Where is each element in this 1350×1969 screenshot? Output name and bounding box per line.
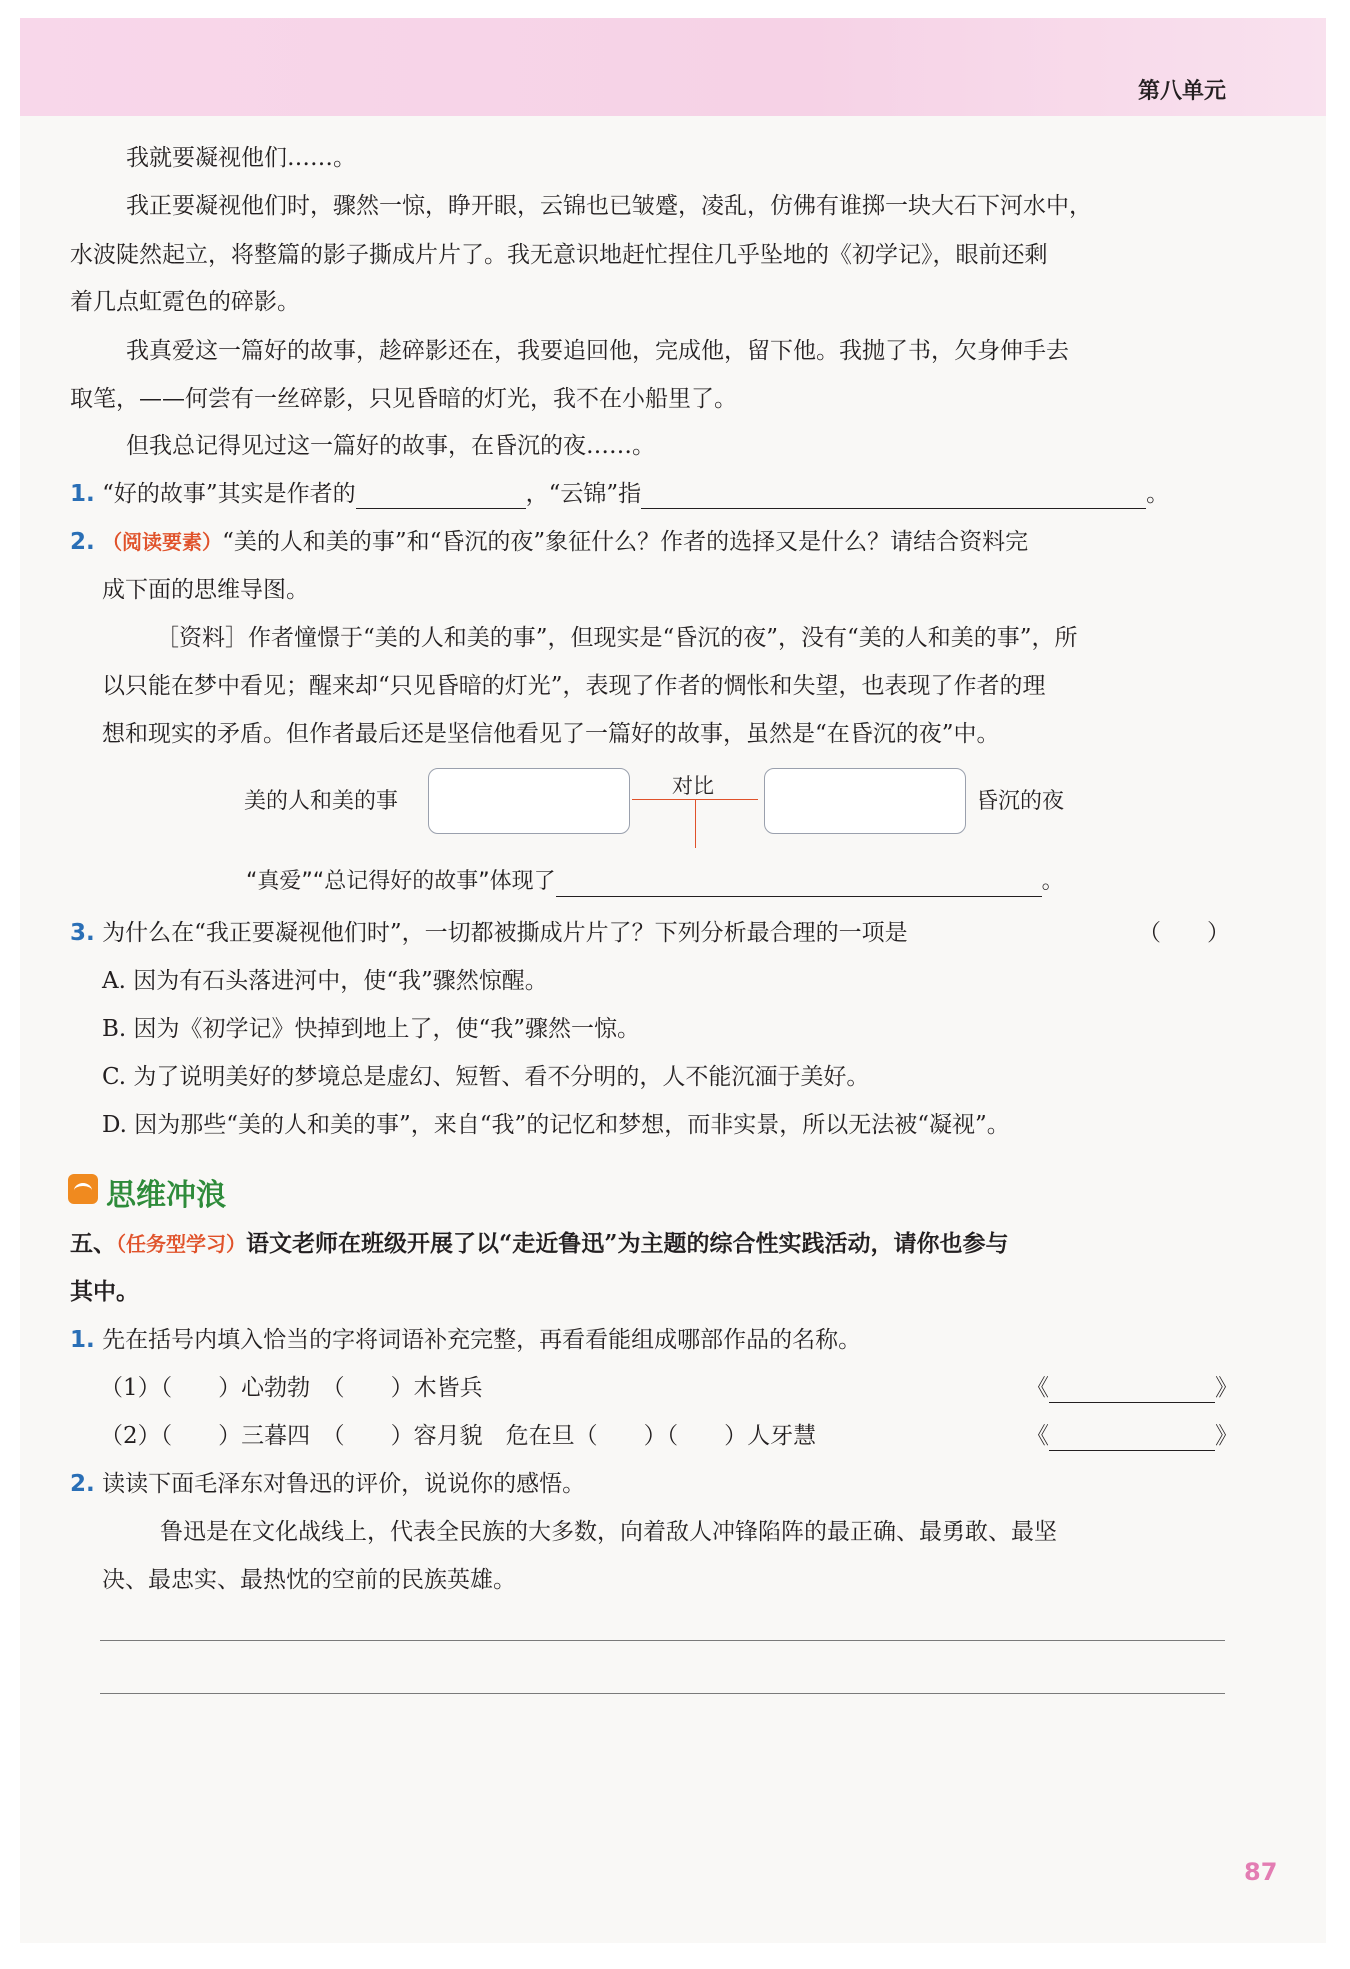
question-3-text: 为什么在“我正要凝视他们时”，一切都被撕成片片了？下列分析最合理的一项是	[102, 920, 908, 946]
material-tag: ［资料］	[156, 625, 248, 651]
down-arrow	[695, 800, 696, 848]
unit-label: 第八单元	[1137, 79, 1226, 104]
book-title-blank-1[interactable]	[1049, 1378, 1215, 1403]
material-line-1	[156, 623, 1078, 653]
question-2-text: “美的人和美的事”和“昏沉的夜”象征什么？作者的选择又是什么？请结合资料完	[222, 529, 1029, 555]
question-3	[70, 918, 908, 948]
question-5-1-text: 先在括号内填入恰当的字将词语补充完整，再看看能组成哪部作品的名称。	[102, 1327, 862, 1353]
book-title-blank-2[interactable]	[1049, 1426, 1215, 1451]
wave-icon	[68, 1174, 98, 1204]
passage-p2-line2: 水波陡然起立，将整篇的影子撕成片片了。我无意识地赶忙捏住几乎坠地的《初学记》，眼前还剩	[70, 242, 1048, 268]
map-box-left[interactable]	[428, 768, 630, 834]
passage-p1: 我就要凝视他们……。	[126, 145, 356, 171]
question-5-2-text: 读读下面毛泽东对鲁迅的评价，说说你的感悟。	[102, 1471, 586, 1497]
passage-p2-line1: 我正要凝视他们时，骤然一惊，睁开眼，云锦也已皱蹙，凌乱，仿佛有谁掷一块大石下河水中，	[126, 193, 1092, 219]
question-1-end: 。	[1146, 481, 1170, 507]
idiom-row-2[interactable]: （2）（ ）三暮四 （ ）容月貌 危在旦（ ）（ ）人牙慧	[100, 1423, 817, 1449]
book-open-1: 《	[1026, 1375, 1049, 1401]
question-2-number: 2.	[70, 529, 95, 555]
passage-p3-line1: 我真爱这一篇好的故事，趁碎影还在，我要追回他，完成他，留下他。我抛了书，欠身伸手去	[126, 338, 1069, 364]
question-5-2	[70, 1469, 585, 1499]
question-2-text-cont: 成下面的思维导图。	[102, 577, 309, 603]
question-1-text-a: “好的故事”其实是作者的	[102, 481, 356, 507]
answer-blank-1b[interactable]	[641, 484, 1146, 509]
book-title-1	[1026, 1373, 1238, 1403]
answer-line-2[interactable]	[100, 1693, 1225, 1694]
passage-p3-line2: 取笔，——何尝有一丝碎影，只见昏暗的灯光，我不在小船里了。	[70, 386, 737, 412]
answer-blank-2[interactable]	[556, 872, 1042, 897]
section-title: 思维冲浪	[106, 1178, 226, 1213]
map-right-label: 昏沉的夜	[976, 789, 1065, 814]
material-line-3: 想和现实的矛盾。但作者最后还是坚信他看见了一篇好的故事，虽然是“在昏沉的夜”中。	[102, 721, 1000, 747]
reading-element-tag: （阅读要素）	[102, 530, 223, 554]
question-1-number: 1.	[70, 481, 95, 507]
option-b[interactable]: B. 因为《初学记》快掉到地上了，使“我”骤然一惊。	[102, 1016, 641, 1042]
question-2	[70, 527, 1028, 557]
idiom-row-1[interactable]: （1）（ ）心勃勃 （ ）木皆兵	[100, 1375, 483, 1401]
question-5-2-number: 2.	[70, 1471, 95, 1497]
quote-line-1: 鲁迅是在文化战线上，代表全民族的大多数，向着敌人冲锋陷阵的最正确、最勇敢、最坚	[160, 1519, 1057, 1545]
task-learning-tag: （任务型学习）	[116, 1232, 246, 1256]
book-open-2: 《	[1026, 1423, 1049, 1449]
question-5-text-cont: 其中。	[70, 1278, 139, 1305]
map-box-right[interactable]	[764, 768, 966, 834]
quote-line-2: 决、最忠实、最热忱的空前的民族英雄。	[102, 1567, 516, 1593]
question-3-paren[interactable]: （ ）	[1138, 920, 1230, 946]
option-c[interactable]: C. 为了说明美好的梦境总是虚幻、短暂、看不分明的，人不能沉湎于美好。	[102, 1064, 870, 1090]
question-5	[70, 1229, 1008, 1259]
book-close-2: 》	[1215, 1423, 1238, 1449]
map-left-label: 美的人和美的事	[244, 789, 399, 814]
question-5-1-number: 1.	[70, 1327, 95, 1353]
map-conclusion	[246, 867, 1064, 897]
question-5-text: 语文老师在班级开展了以“走近鲁迅”为主题的综合性实践活动，请你也参与	[246, 1230, 1009, 1257]
option-a[interactable]: A. 因为有石头落进河中，使“我”骤然惊醒。	[102, 968, 548, 994]
book-title-2	[1026, 1421, 1238, 1451]
question-5-prefix: 五、	[70, 1231, 116, 1257]
map-contrast-label: 对比	[672, 774, 714, 798]
question-1	[70, 479, 1169, 509]
question-5-1	[70, 1325, 861, 1355]
question-3-number: 3.	[70, 920, 95, 946]
answer-blank-1a[interactable]	[356, 484, 526, 509]
map-conclusion-text: “真爱”“总记得好的故事”体现了	[246, 869, 556, 894]
option-d[interactable]: D. 因为那些“美的人和美的事”，来自“我”的记忆和梦想，而非实景，所以无法被“凝视”。	[102, 1112, 1010, 1138]
question-1-text-b: ，“云锦”指	[525, 481, 642, 507]
map-conclusion-end: 。	[1041, 869, 1064, 894]
material-text-1: 作者憧憬于“美的人和美的事”，但现实是“昏沉的夜”，没有“美的人和美的事”，所	[248, 625, 1078, 651]
header-band	[20, 18, 1326, 116]
answer-line-1[interactable]	[100, 1640, 1225, 1641]
passage-p2-line3: 着几点虹霓色的碎影。	[70, 289, 300, 315]
book-close-1: 》	[1215, 1375, 1238, 1401]
page-number: 87	[1244, 1858, 1278, 1886]
material-line-2: 以只能在梦中看见；醒来却“只见昏暗的灯光”，表现了作者的惆怅和失望，也表现了作者的理	[102, 673, 1046, 699]
passage-p4: 但我总记得见过这一篇好的故事，在昏沉的夜……。	[126, 433, 655, 459]
